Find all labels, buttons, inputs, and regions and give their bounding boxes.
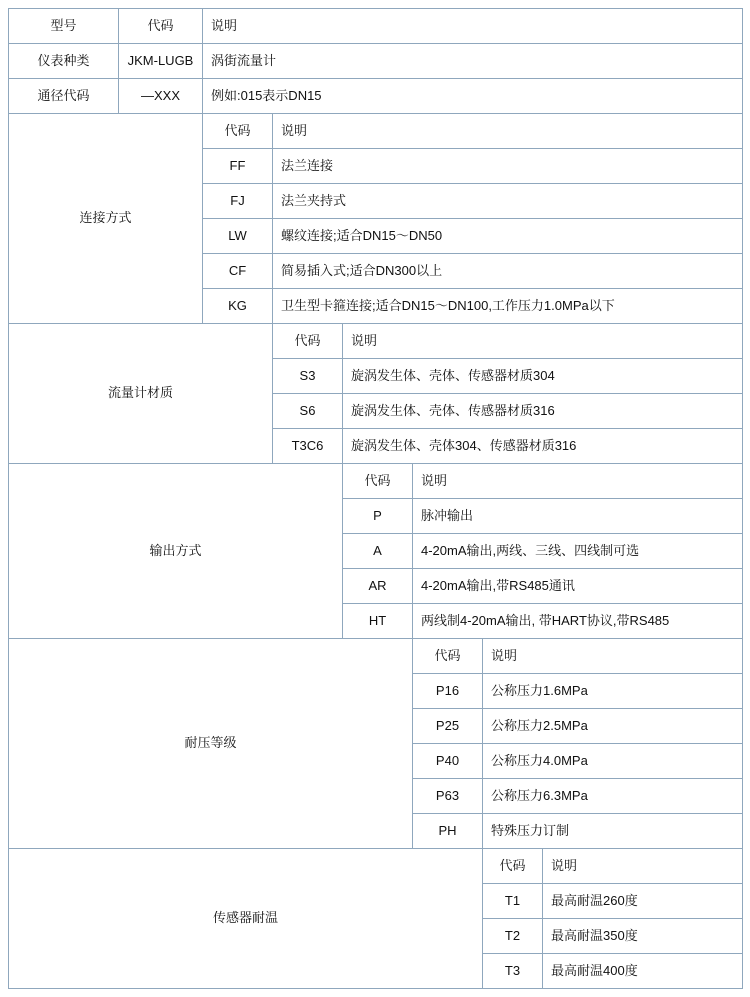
- row-code: —XXX: [119, 79, 203, 114]
- row-code: JKM-LUGB: [119, 44, 203, 79]
- item-code: P63: [413, 779, 483, 814]
- item-desc: 4-20mA输出,两线、三线、四线制可选: [413, 534, 743, 569]
- item-desc: 旋涡发生体、壳体、传感器材质316: [343, 394, 743, 429]
- item-code: T2: [483, 919, 543, 954]
- item-code: P25: [413, 709, 483, 744]
- group-name-material: 流量计材质: [9, 324, 273, 464]
- group-name-connection: 连接方式: [9, 114, 203, 324]
- item-desc: 公称压力2.5MPa: [483, 709, 743, 744]
- header-model: 型号: [9, 9, 119, 44]
- item-desc: 公称压力1.6MPa: [483, 674, 743, 709]
- item-desc: 两线制4-20mA输出, 带HART协议,带RS485: [413, 604, 743, 639]
- item-desc: 特殊压力订制: [483, 814, 743, 849]
- table-row: [9, 79, 743, 114]
- item-code: S6: [273, 394, 343, 429]
- group-name-temperature: 传感器耐温: [9, 849, 483, 989]
- header-code: 代码: [119, 9, 203, 44]
- group-name-pressure: 耐压等级: [9, 639, 413, 849]
- table-header-row: [9, 9, 743, 44]
- table-row: [9, 44, 743, 79]
- item-desc: 公称压力6.3MPa: [483, 779, 743, 814]
- sub-header-desc: 说明: [343, 324, 743, 359]
- sub-header-code: 代码: [413, 639, 483, 674]
- item-desc: 脉冲输出: [413, 499, 743, 534]
- item-desc: 最高耐温400度: [543, 954, 743, 989]
- group-name-output: 输出方式: [9, 464, 343, 639]
- item-code: HT: [343, 604, 413, 639]
- sub-header-desc: 说明: [483, 639, 743, 674]
- item-desc: 最高耐温260度: [543, 884, 743, 919]
- row-name: 通径代码: [9, 79, 119, 114]
- sub-header-code: 代码: [273, 324, 343, 359]
- item-code: FJ: [203, 184, 273, 219]
- item-code: FF: [203, 149, 273, 184]
- item-desc: 法兰连接: [273, 149, 743, 184]
- sub-header-desc: 说明: [543, 849, 743, 884]
- item-desc: 法兰夹持式: [273, 184, 743, 219]
- row-desc: 例如:015表示DN15: [203, 79, 743, 114]
- item-code: A: [343, 534, 413, 569]
- group-subheader-row: [9, 114, 743, 149]
- group-subheader-row: [9, 639, 743, 674]
- item-code: S3: [273, 359, 343, 394]
- item-code: T3C6: [273, 429, 343, 464]
- item-desc: 最高耐温350度: [543, 919, 743, 954]
- header-desc: 说明: [203, 9, 743, 44]
- sub-header-desc: 说明: [273, 114, 743, 149]
- item-desc: 螺纹连接;适合DN15～DN50: [273, 219, 743, 254]
- group-subheader-row: [9, 324, 743, 359]
- item-code: P: [343, 499, 413, 534]
- item-code: T3: [483, 954, 543, 989]
- item-desc: 卫生型卡箍连接;适合DN15～DN100,工作压力1.0MPa以下: [273, 289, 743, 324]
- row-name: 仪表种类: [9, 44, 119, 79]
- item-code: KG: [203, 289, 273, 324]
- sub-header-code: 代码: [203, 114, 273, 149]
- sub-header-desc: 说明: [413, 464, 743, 499]
- item-desc: 公称压力4.0MPa: [483, 744, 743, 779]
- item-code: PH: [413, 814, 483, 849]
- model-selection-table: [8, 8, 743, 989]
- group-subheader-row: [9, 849, 743, 884]
- sub-header-code: 代码: [483, 849, 543, 884]
- row-desc: 涡街流量计: [203, 44, 743, 79]
- item-desc: 旋涡发生体、壳体304、传感器材质316: [343, 429, 743, 464]
- item-code: T1: [483, 884, 543, 919]
- item-code: CF: [203, 254, 273, 289]
- group-subheader-row: [9, 464, 743, 499]
- item-desc: 简易插入式;适合DN300以上: [273, 254, 743, 289]
- item-code: P16: [413, 674, 483, 709]
- item-desc: 4-20mA输出,带RS485通讯: [413, 569, 743, 604]
- item-code: LW: [203, 219, 273, 254]
- item-desc: 旋涡发生体、壳体、传感器材质304: [343, 359, 743, 394]
- item-code: P40: [413, 744, 483, 779]
- item-code: AR: [343, 569, 413, 604]
- sub-header-code: 代码: [343, 464, 413, 499]
